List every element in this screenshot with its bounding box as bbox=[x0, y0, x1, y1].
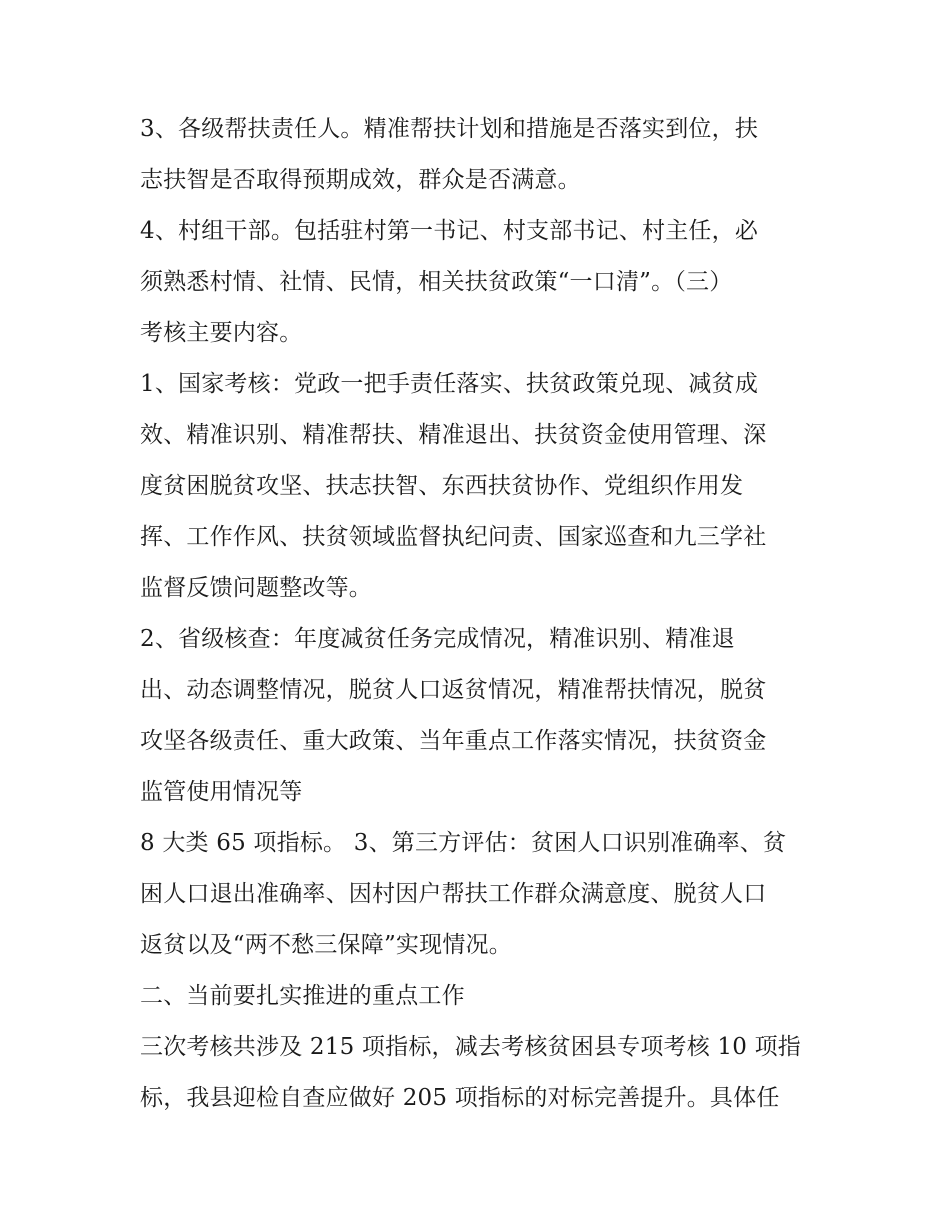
text-line: 攻坚各级责任、重大政策、当年重点工作落实情况，扶贫资金 bbox=[140, 728, 767, 754]
text-line: 8 大类 65 项指标。 3、第三方评估：贫困人口识别准确率、贫 bbox=[140, 830, 787, 856]
text-line: 考核主要内容。 bbox=[140, 320, 303, 346]
text-line: 返贫以及“两不愁三保障”实现情况。 bbox=[140, 932, 512, 958]
text-line: 困人口退出准确率、因村因户帮扶工作群众满意度、脱贫人口 bbox=[140, 881, 767, 907]
section-heading: 二、当前要扎实推进的重点工作 bbox=[140, 983, 465, 1009]
text-line: 度贫困脱贫攻坚、扶志扶智、东西扶贫协作、党组织作用发 bbox=[140, 473, 744, 499]
text-line: 监管使用情况等 bbox=[140, 779, 303, 805]
text-line: 监督反馈问题整改等。 bbox=[140, 575, 372, 601]
text-line: 1、国家考核：党政一把手责任落实、扶贫政策兑现、减贫成 bbox=[140, 371, 759, 397]
text-line: 挥、工作作风、扶贫领域监督执纪问责、国家巡查和九三学社 bbox=[140, 524, 767, 550]
text-line: 志扶智是否取得预期成效，群众是否满意。 bbox=[140, 167, 581, 193]
text-line: 标，我县迎检自查应做好 205 项指标的对标完善提升。具体任 bbox=[140, 1085, 780, 1111]
text-line: 效、精准识别、精准帮扶、精准退出、扶贫资金使用管理、深 bbox=[140, 422, 767, 448]
text-line: 出、动态调整情况，脱贫人口返贫情况，精准帮扶情况，脱贫 bbox=[140, 677, 767, 703]
text-line: 2、省级核查：年度减贫任务完成情况，精准识别、精准退 bbox=[140, 626, 735, 652]
text-line: 三次考核共涉及 215 项指标，减去考核贫困县专项考核 10 项指 bbox=[140, 1034, 802, 1060]
text-line: 须熟悉村情、社情、民情，相关扶贫政策“一口清”。（三） bbox=[140, 269, 733, 295]
text-line: 4、村组干部。包括驻村第一书记、村支部书记、村主任，必 bbox=[140, 218, 759, 244]
document-body bbox=[140, 104, 820, 1124]
text-line: 3、各级帮扶责任人。精准帮扶计划和措施是否落实到位，扶 bbox=[140, 116, 759, 142]
